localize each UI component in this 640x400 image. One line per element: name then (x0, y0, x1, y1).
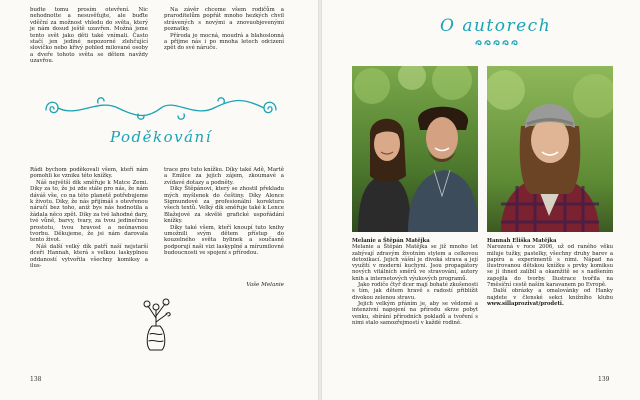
text-paragraph: Rádi bychom poděkovali všem, kteří nám pomohli ke vzniku této knížky. (30, 167, 148, 180)
author-name: Melanie a Štěpán Matějka (352, 238, 430, 244)
page-number: 138 (30, 376, 42, 383)
caption-paragraph: Jako rodiče čtyř dcer mají bohaté zkušenosti s tím, jak dětem hravě s radostí přiblížit divokou zelenou stravu. (352, 282, 478, 301)
text-paragraph: Díky Štěpánovi, který se zhostil překladu mých myšlenek do češtiny. Díky Alence Sigmundové za profesionální korekturu všech textů. Velký dík směřuje také k Lence Blažejové za skvělé grafické uspořádání knížky. (164, 186, 284, 225)
text-paragraph: Náš další velký dík patří naší nejstarší dceři Hannah, která s velkou laskyplnou oddaností vytvořila všechny komiksy a ilus- (30, 243, 148, 270)
right-page (322, 0, 640, 400)
text-paragraph: Díky také všem, kteří knoupí tuto knihy umožnili svým dětem přístup do kouzelného světa bylinek a současně podporují naši vizi laskyplné a mírumilovné budoucnosti ve spojení s přírodou. (164, 224, 284, 257)
text-paragraph: Na závěr chceme všem rodičům a praroditelům popřát mnoho hezkých chvil strávených s novými a znovuobjevenými poznatky. (164, 7, 284, 33)
vase-with-flowers-icon (140, 296, 174, 354)
caption-hannah (487, 238, 613, 307)
photo-hannah (487, 66, 613, 232)
top-column-2 (164, 7, 284, 52)
left-page (0, 0, 318, 400)
caption-paragraph: Narozená v roce 2006, už od raného věku miluje tužky, pastelky, všechny druhy barev a papíru a experimentů s nimi. Nápad na ilustrovanou dětskou knížku s prvky komiksu se jí ihned zalíbil a okamžitě se s nadšením zapojila do tvorby. Ilustrace tvořila na 7měsíční cestě naším karavanem po Evropě. (487, 244, 613, 289)
caption-paragraph: Melanie a Štěpán Matějka se již mnoho let zabývají zdravým životním stylem a celkovou detoxikací. Jejich vášní je divoká strava a její využití v moderní kuchyni. Jsou propagátory nových vitálních směrů ve stravování, autory knih a internetových výukových programů. (352, 244, 478, 282)
caption-paragraph: Další obrázky a omalovánky od Hanky najdete v členské sekci knižního klubu (487, 288, 613, 301)
author-name: Hannah Eliška Matějka (487, 238, 557, 244)
section-heading: O autorech (440, 16, 552, 36)
caption-paragraph: Jejich velkým přáním je, aby se vědomé a intenzivní napojení na přírodu skrze pobyt venku, sbírání přírodních pokladů a tvoření s nimi stalo samozřejmostí v každé rodině. (352, 300, 478, 326)
small-swirl-icon (472, 38, 520, 48)
page-number: 139 (598, 376, 610, 383)
body-column-2 (164, 167, 284, 257)
swirl-ornament-icon (38, 92, 284, 126)
text-paragraph: budte tomu prosím otevření. Nic nehodnotte a nesuvěťujte, ale buďte vděční za možnost vhledu do světa, který je nám dosud ještě uzavřen. Možná jsme tento svět jako děti také vnímali. Často stačí jen jediné nepozorné zlehčující slovíčko nebo křivý pohled milované osoby a dveře tohoto světa se dětem navždy uzavřou. (30, 7, 148, 65)
section-heading: Poděkování (110, 128, 212, 146)
text-paragraph: Náš největší dík směřuje k Matce Zemi. Díky za to, že jsi zde stále pro nás, že nám dáváš vše, co na této planetě potřebujeme k životu. Díky, že nás přijímáš s otevřenou náručí bez toho, aniž bys nás hodnotila a žádala něco zpět. Díky za tvé lahodné dary, tvé vůně, barvy, tvary, za tvou jedinečnou prostotu, tvou hravost a neúnavnou tvorbu. Děkujeme, že jsi nám darovala tento život. (30, 179, 148, 244)
top-column-1 (30, 7, 148, 65)
caption-melanie-stepan (352, 238, 478, 326)
website-link[interactable]: www.sillaprozivat/prodeti. (487, 300, 564, 307)
photo-melanie-stepan (352, 66, 478, 232)
body-column-1 (30, 167, 148, 270)
text-paragraph: trace pro tuto knížku. Díky také Adě, Martě a Emilce za jejich zájem, zkoumavé a zvídavé dotazy a podněty. (164, 167, 284, 186)
signature: Vaše Melanie (246, 282, 284, 288)
text-paragraph: Příroda je mocná, moudrá a blahoslonná a přijme nás i po mnoha letech odcizení zpět do své náruče. (164, 32, 284, 52)
